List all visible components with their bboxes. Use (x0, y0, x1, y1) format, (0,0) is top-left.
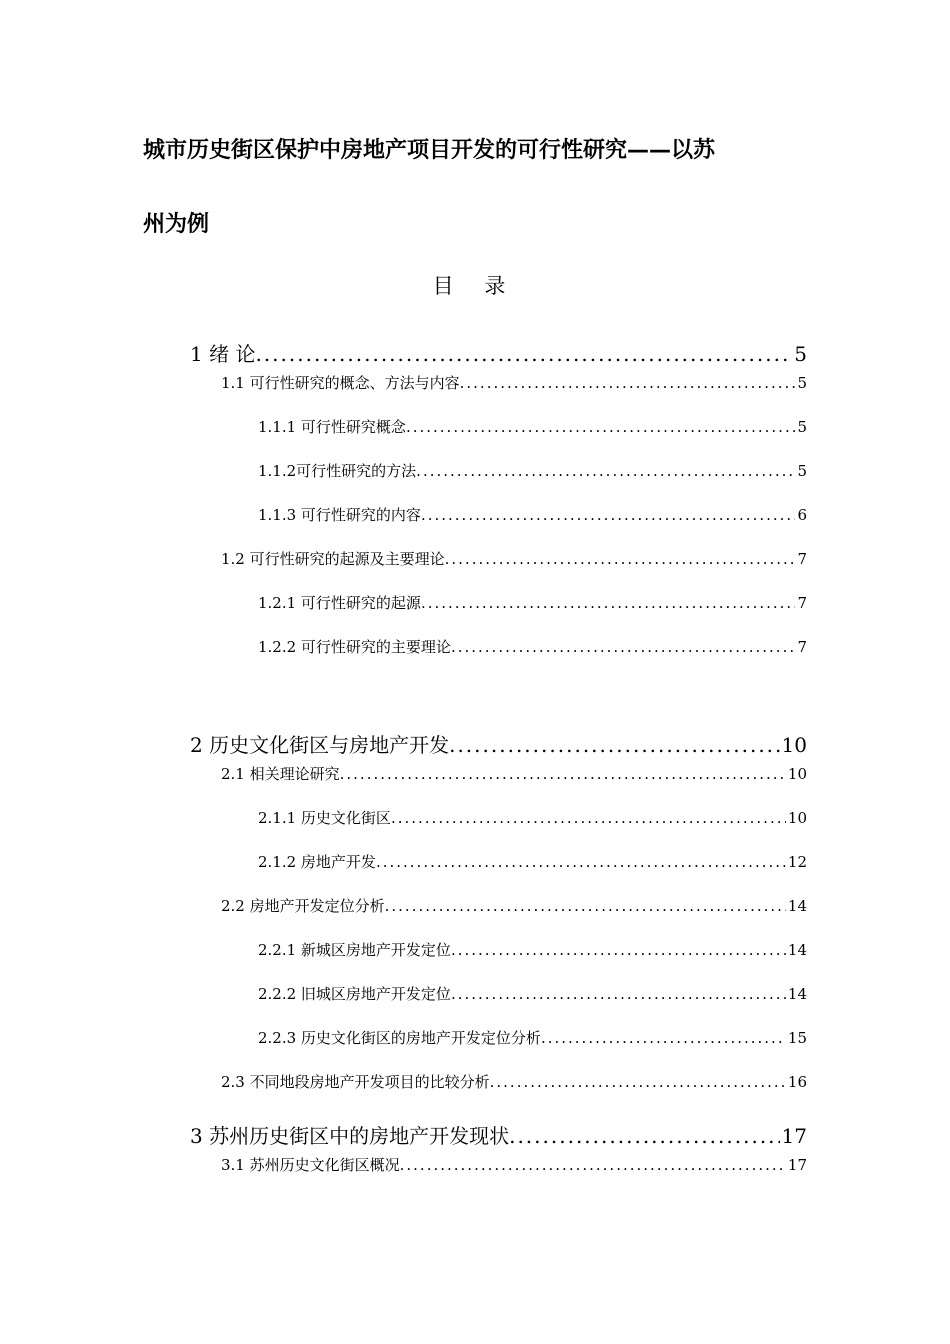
toc-entry-label: 2.2 房地产开发定位分析 (221, 897, 385, 915)
toc-entry-label: 2.2.3 历史文化街区的房地产开发定位分析 (258, 1029, 541, 1047)
toc-entry-2[interactable] (190, 735, 807, 755)
toc-entry-page: 15 (787, 1029, 807, 1047)
toc-entry-page: 10 (787, 765, 807, 783)
dot-leader (460, 376, 796, 391)
document-title-line-2: 州为例 (143, 212, 210, 237)
dot-leader (490, 1075, 786, 1090)
toc-entry-1-1-3[interactable] (258, 508, 807, 523)
dot-leader (421, 508, 796, 523)
toc-entry-2-2-3[interactable] (258, 1031, 807, 1046)
toc-entry-label: 1.2.1 可行性研究的起源 (258, 594, 421, 612)
dot-leader (451, 640, 796, 655)
toc-entry-1-2-1[interactable] (258, 596, 807, 611)
toc-entry-label: 2.2.2 旧城区房地产开发定位 (258, 985, 451, 1003)
toc-entry-label: 1.1 可行性研究的概念、方法与内容 (221, 374, 460, 392)
toc-entry-label: 3.1 苏州历史文化街区概况 (221, 1156, 400, 1174)
toc-entry-3[interactable] (190, 1126, 807, 1146)
toc-entry-2-2-2[interactable] (258, 987, 807, 1002)
dot-leader (255, 344, 792, 364)
toc-entry-page: 5 (797, 462, 807, 480)
toc-entry-label: 2.3 不同地段房地产开发项目的比较分析 (221, 1073, 490, 1091)
dot-leader (416, 464, 795, 479)
dot-leader (449, 735, 779, 755)
toc-entry-label: 2.1.1 历史文化街区 (258, 809, 391, 827)
toc-entry-1-2[interactable] (221, 552, 807, 567)
dot-leader (406, 420, 796, 435)
toc-entry-1[interactable] (190, 344, 807, 364)
dot-leader (509, 1126, 779, 1146)
toc-entry-label: 2.2.1 新城区房地产开发定位 (258, 941, 451, 959)
toc-entry-page: 6 (797, 506, 807, 524)
toc-entry-page: 10 (787, 809, 807, 827)
dot-leader (451, 943, 786, 958)
toc-entry-label: 2.1 相关理论研究 (221, 765, 340, 783)
toc-entry-page: 16 (787, 1073, 807, 1091)
toc-entry-page: 7 (797, 550, 807, 568)
dot-leader (400, 1158, 786, 1173)
toc-entry-page: 7 (797, 638, 807, 656)
toc-entry-label: 2.1.2 房地产开发 (258, 853, 376, 871)
toc-entry-1-2-2[interactable] (258, 640, 807, 655)
toc-entry-1-1[interactable] (221, 376, 807, 391)
dot-leader (385, 899, 786, 914)
toc-entry-label: 2 历史文化街区与房地产开发 (190, 733, 450, 757)
toc-entry-2-1[interactable] (221, 767, 807, 782)
toc-entry-page: 10 (781, 733, 807, 757)
toc-entry-page: 14 (787, 941, 807, 959)
toc-entry-label: 1.2.2 可行性研究的主要理论 (258, 638, 451, 656)
toc-entry-page: 5 (797, 418, 807, 436)
toc-entry-page: 17 (787, 1156, 807, 1174)
toc-entry-page: 12 (787, 853, 807, 871)
toc-entry-1-1-2[interactable] (258, 464, 807, 479)
toc-entry-page: 7 (797, 594, 807, 612)
toc-entry-label: 1.2 可行性研究的起源及主要理论 (221, 550, 445, 568)
dot-leader (391, 811, 786, 826)
toc-entry-page: 14 (787, 897, 807, 915)
toc-entry-2-1-2[interactable] (258, 855, 807, 870)
toc-entry-page: 14 (787, 985, 807, 1003)
dot-leader (340, 767, 786, 782)
toc-entry-2-1-1[interactable] (258, 811, 807, 826)
dot-leader (376, 855, 786, 870)
toc-entry-2-2[interactable] (221, 899, 807, 914)
toc-entry-label: 1.1.3 可行性研究的内容 (258, 506, 421, 524)
toc-entry-page: 5 (797, 374, 807, 392)
toc-heading: 目 录 (432, 274, 518, 298)
toc-entry-2-2-1[interactable] (258, 943, 807, 958)
toc-entry-label: 1.1.2可行性研究的方法 (258, 462, 417, 480)
toc-entry-1-1-1[interactable] (258, 420, 807, 435)
document-title-line-1: 城市历史街区保护中房地产项目开发的可行性研究——以苏 (143, 138, 716, 163)
toc-entry-3-1[interactable] (221, 1158, 807, 1173)
toc-entry-page: 5 (794, 342, 807, 366)
dot-leader (421, 596, 796, 611)
toc-entry-2-3[interactable] (221, 1075, 807, 1090)
dot-leader (445, 552, 796, 567)
dot-leader (451, 987, 786, 1002)
dot-leader (541, 1031, 786, 1046)
toc-entry-label: 1 绪 论 (190, 342, 256, 366)
toc-entry-page: 17 (781, 1124, 807, 1148)
toc-entry-label: 3 苏州历史街区中的房地产开发现状 (190, 1124, 510, 1148)
toc-entry-label: 1.1.1 可行性研究概念 (258, 418, 406, 436)
